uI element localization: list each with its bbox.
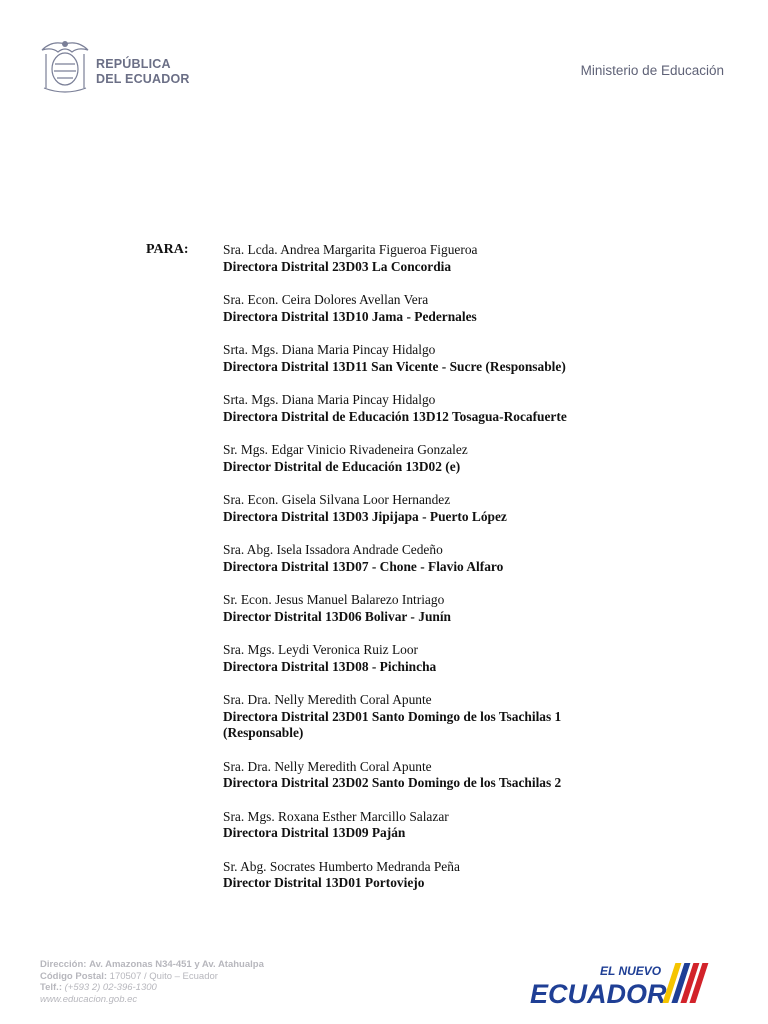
- footer-address: Dirección: Av. Amazonas N34-451 y Av. Atahualpa: [40, 959, 264, 970]
- recipient-title: Directora Distrital de Educación 13D12 Tosagua-Rocafuerte: [223, 408, 567, 424]
- recipient-name: Sra. Mgs. Leydi Veronica Ruiz Loor: [223, 642, 418, 657]
- recipient-title: Director Distrital 13D06 Bolivar - Junín: [223, 608, 451, 624]
- recipient-title: Directora Distrital 13D07 - Chone - Flavio Alfaro: [223, 558, 504, 574]
- recipient-name: Srta. Mgs. Diana Maria Pincay Hidalgo: [223, 392, 436, 407]
- footer-phone: Telf.: (+593 2) 02-396-1300: [40, 982, 157, 993]
- recipient: [223, 392, 623, 425]
- para-label: PARA:: [146, 242, 189, 257]
- logo-big-text: ECUADOR: [530, 979, 667, 1009]
- recipient: [223, 642, 623, 675]
- footer-postal: Código Postal: 170507 / Quito – Ecuador: [40, 970, 218, 982]
- recipient-title: Directora Distrital 13D09 Paján: [223, 825, 406, 840]
- recipient: [223, 492, 623, 525]
- recipient-name: Sra. Dra. Nelly Meredith Coral Apunte: [223, 692, 432, 707]
- recipient-title: Directora Distrital 13D08 - Pichincha: [223, 658, 437, 674]
- logo-small-text: EL NUEVO: [600, 964, 662, 978]
- recipient-title: Directora Distrital 23D03 La Concordia: [223, 258, 452, 274]
- recipient-list: [223, 242, 623, 909]
- recipient: [223, 759, 623, 792]
- footer-website[interactable]: www.educacion.gob.ec: [40, 993, 138, 1005]
- recipient: [223, 809, 623, 842]
- recipient: [223, 692, 623, 742]
- recipient: [223, 342, 623, 375]
- recipient-name: Srta. Mgs. Diana Maria Pincay Hidalgo: [223, 342, 436, 357]
- recipient-name: Sra. Abg. Isela Issadora Andrade Cedeño: [223, 542, 443, 557]
- republica-text: REPÚBLICA DEL ECUADOR: [96, 57, 190, 86]
- recipient-name: Sra. Lcda. Andrea Margarita Figueroa Figueroa: [223, 242, 478, 257]
- recipient: [223, 592, 623, 625]
- recipient: [223, 442, 623, 475]
- recipient-name: Sra. Dra. Nelly Meredith Coral Apunte: [223, 758, 432, 774]
- recipient: [223, 859, 623, 892]
- recipient-title: Director Distrital 13D01 Portoviejo: [223, 875, 425, 890]
- el-nuevo-ecuador-logo: [528, 955, 718, 1011]
- ministry-name: Ministerio de Educación: [580, 63, 724, 78]
- recipient-name: Sr. Mgs. Edgar Vinicio Rivadeneira Gonzalez: [223, 442, 468, 457]
- recipient-title: Directora Distrital 13D10 Jama - Pedernales: [223, 308, 477, 324]
- recipient: [223, 242, 623, 275]
- recipient-title: Director Distrital de Educación 13D02 (e): [223, 458, 461, 474]
- footer-contact: [40, 959, 264, 1005]
- recipient-title: Directora Distrital 13D03 Jipijapa - Puerto López: [223, 508, 507, 524]
- recipient-name: Sra. Mgs. Roxana Esther Marcillo Salazar: [223, 808, 449, 824]
- recipient-title: Directora Distrital 13D11 San Vicente - Sucre (Responsable): [223, 358, 566, 374]
- recipient-name: Sr. Econ. Jesus Manuel Balarezo Intriago: [223, 592, 445, 607]
- recipient-title: Directora Distrital 23D02 Santo Domingo de los Tsachilas 2: [223, 775, 562, 790]
- page-header: [0, 0, 768, 110]
- recipient-name: Sra. Econ. Gisela Silvana Loor Hernandez: [223, 492, 451, 507]
- recipient: [223, 542, 623, 575]
- recipient: [223, 292, 623, 325]
- recipient-name: Sr. Abg. Socrates Humberto Medranda Peña: [223, 858, 460, 874]
- coat-of-arms-icon: [36, 36, 94, 94]
- recipient-name: Sra. Econ. Ceira Dolores Avellan Vera: [223, 292, 429, 307]
- recipient-title: Directora Distrital 23D01 Santo Domingo de los Tsachilas 1 (Responsable): [223, 708, 562, 740]
